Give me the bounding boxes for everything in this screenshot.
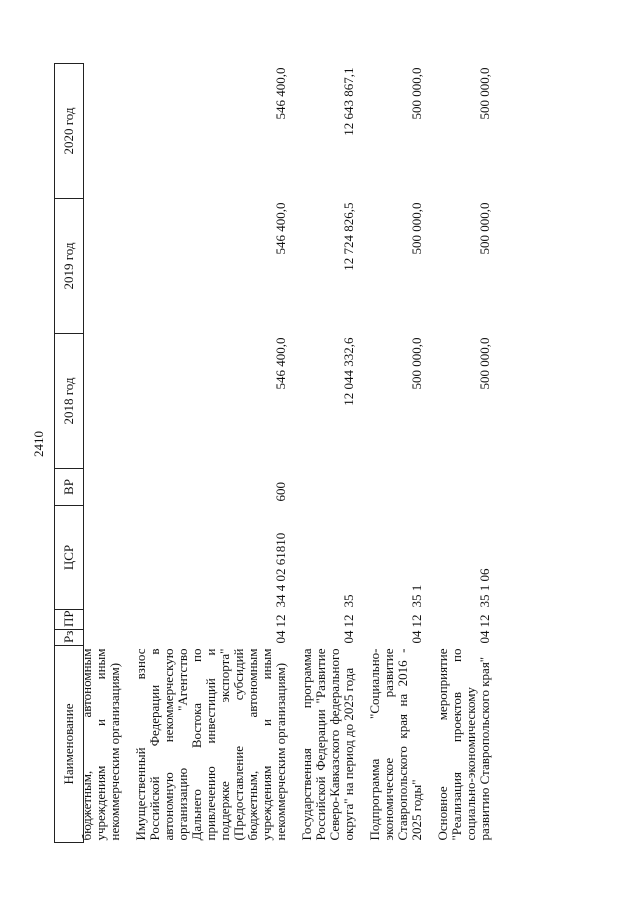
row-name: бюджетным, автономным учреждениям и иным некоммерческим организациям) (79, 648, 122, 841)
row-name: Государственная программа Российской Федерации "Развитие Северо-Кавказского федерального округа" на период до 2025 года (299, 648, 356, 841)
row-csr: 34 4 02 61810 (273, 532, 288, 608)
table-row (434, 64, 502, 843)
row-csr: 35 (341, 594, 356, 608)
page-number: 2410 (31, 431, 46, 457)
row-2018: 12 044 332,6 (341, 337, 356, 406)
row-2020: 500 000,0 (477, 67, 492, 120)
header-2019: 2019 год (55, 199, 84, 334)
row-pr: 12 (477, 614, 492, 628)
row-2020: 500 000,0 (409, 67, 424, 120)
row-rz: 04 (477, 630, 492, 644)
row-2018: 500 000,0 (477, 337, 492, 390)
row-2018: 546 400,0 (273, 337, 288, 390)
row-csr: 35 1 (409, 584, 424, 608)
row-vr (434, 469, 502, 506)
header-vr: ВР (55, 469, 84, 506)
row-2018 (84, 334, 133, 469)
row-name: Имущественный взнос Российской Федерации в автономную некоммерческую организацию "Агентство Дальнего Востока по привлечению инвестиций и поддержке экспорта" (Предоставление субсидий бюджетным, автономным учреждениям и иным некоммерческим организациям) (133, 648, 288, 841)
header-csr: ЦСР (55, 506, 84, 610)
row-2018: 500 000,0 (409, 337, 424, 390)
header-pr: ПР (55, 610, 84, 630)
row-pr (84, 610, 133, 630)
row-rz (84, 630, 133, 646)
row-2019: 500 000,0 (409, 202, 424, 255)
row-vr: 600 (273, 482, 288, 502)
row-2019: 12 724 826,5 (341, 202, 356, 271)
row-2019: 500 000,0 (477, 202, 492, 255)
row-2020: 546 400,0 (273, 67, 288, 120)
row-vr (366, 469, 434, 506)
row-rz: 04 (341, 630, 356, 644)
row-vr (84, 469, 133, 506)
table-row (132, 64, 298, 843)
row-pr: 12 (409, 614, 424, 628)
table-row (84, 64, 133, 843)
table-row (298, 64, 366, 843)
row-vr (298, 469, 366, 506)
row-rz: 04 (409, 630, 424, 644)
table-row (366, 64, 434, 843)
budget-table (54, 63, 502, 843)
row-name: Подпрограмма "Социально-экономическое развитие Ставропольского края на 2016 - 2025 годы" (367, 648, 424, 841)
rotated-table-block (54, 63, 589, 843)
row-rz: 04 (273, 630, 288, 644)
header-2018: 2018 год (55, 334, 84, 469)
header-2020: 2020 год (55, 64, 84, 199)
row-2020: 12 643 867,1 (341, 67, 356, 136)
row-pr: 12 (273, 614, 288, 628)
row-csr (84, 506, 133, 610)
header-name: Наименование (55, 646, 84, 843)
header-rz: Рз (55, 630, 84, 646)
row-2019: 546 400,0 (273, 202, 288, 255)
row-name: Основное мероприятие "Реализация проектов по социально-экономическому развитию Ставропольского края" (435, 648, 492, 841)
row-2019 (84, 199, 133, 334)
row-pr: 12 (341, 614, 356, 628)
row-csr: 35 1 06 (477, 568, 492, 608)
row-2020 (84, 64, 133, 199)
